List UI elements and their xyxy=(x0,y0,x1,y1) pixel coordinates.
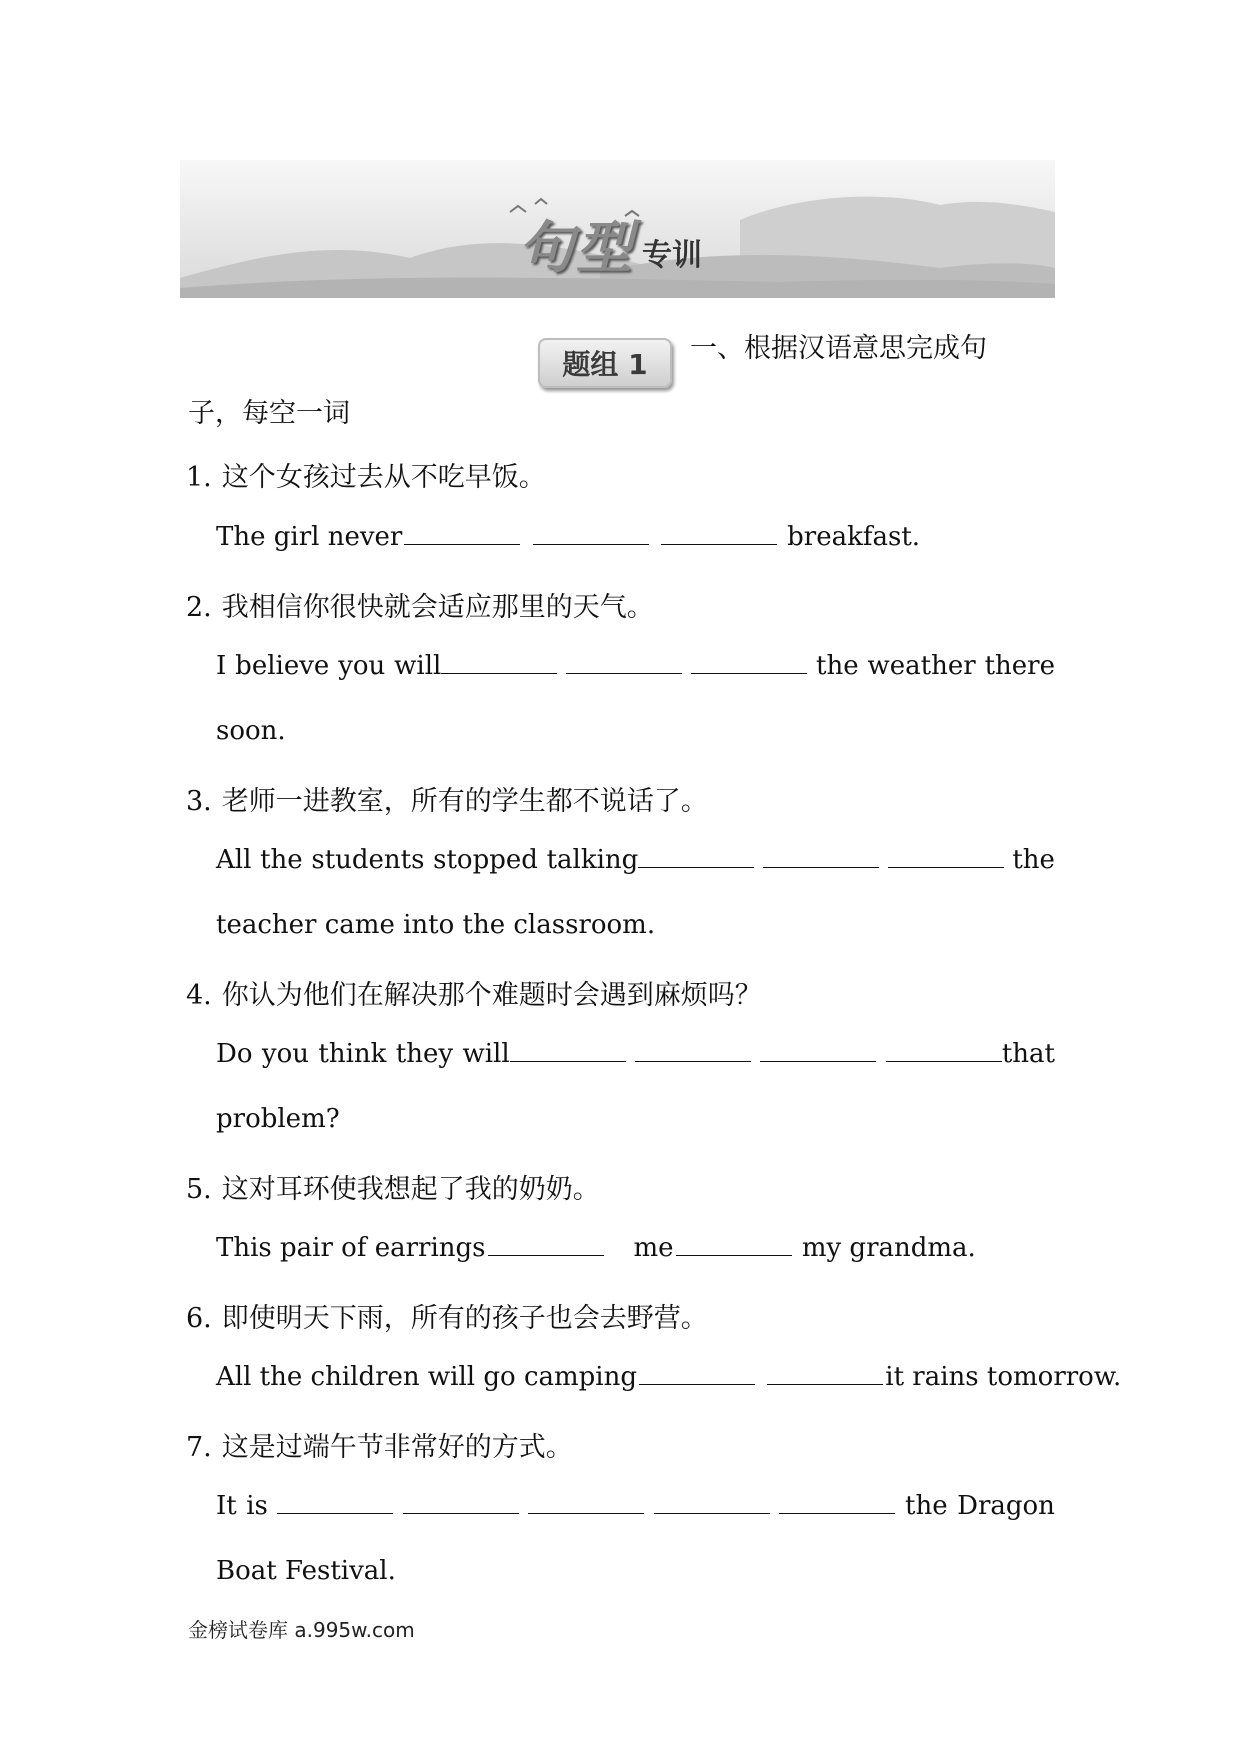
question-4-english-line2: problem? xyxy=(216,1104,340,1134)
banner-title xyxy=(518,204,702,284)
answer-blank[interactable] xyxy=(691,651,807,674)
question-2-chinese xyxy=(186,585,654,624)
word: the xyxy=(260,845,303,875)
word: will xyxy=(462,1039,510,1069)
answer-blank[interactable] xyxy=(404,522,520,545)
word: believe xyxy=(235,651,330,681)
word: you xyxy=(338,651,386,681)
instruction-text-part2: 子，每空一词 xyxy=(188,398,350,429)
answer-blank[interactable] xyxy=(488,1233,604,1256)
question-text: 你认为他们在解决那个难题时会遇到麻烦吗？ xyxy=(221,980,762,1011)
word: will xyxy=(394,651,442,681)
banner-title-small: 专训 xyxy=(642,238,702,273)
sentence-text: me xyxy=(633,1233,674,1263)
word: the xyxy=(816,651,859,681)
word: Do xyxy=(216,1039,253,1069)
word: weather xyxy=(867,651,976,681)
question-number: 3. xyxy=(186,786,212,817)
word: they xyxy=(395,1039,454,1069)
answer-blank[interactable] xyxy=(888,845,1004,868)
word: students xyxy=(311,845,425,875)
question-number: 6. xyxy=(186,1303,212,1334)
question-6-english xyxy=(216,1362,1122,1392)
sentence-text: All the children will go camping xyxy=(216,1362,638,1392)
banner-title-big: 句型 xyxy=(518,216,634,281)
question-7-english-line2: Boat Festival. xyxy=(216,1556,396,1586)
word: think xyxy=(318,1039,387,1069)
question-text: 即使明天下雨，所有的孩子也会去野营。 xyxy=(221,1303,708,1334)
question-text: 这个女孩过去从不吃早饭。 xyxy=(221,462,546,493)
answer-blank[interactable] xyxy=(528,1491,644,1514)
question-5-chinese xyxy=(186,1167,600,1206)
question-4-chinese xyxy=(186,973,762,1012)
header-banner xyxy=(180,160,1055,298)
word: there xyxy=(984,651,1055,681)
question-1-english xyxy=(216,522,1055,552)
word: talking xyxy=(546,845,639,875)
question-2-english-line2: soon. xyxy=(216,716,286,746)
word: you xyxy=(261,1039,309,1069)
word: It xyxy=(216,1491,237,1521)
question-text: 老师一进教室，所有的学生都不说话了。 xyxy=(221,786,708,817)
question-7-chinese xyxy=(186,1425,573,1464)
question-3-english-line2: teacher came into the classroom. xyxy=(216,910,656,940)
question-7-english xyxy=(216,1491,1055,1521)
word: the xyxy=(905,1491,948,1521)
sentence-text: it rains tomorrow. xyxy=(885,1362,1122,1392)
question-6-chinese xyxy=(186,1296,708,1335)
answer-blank[interactable] xyxy=(661,522,777,545)
word: is xyxy=(246,1491,268,1521)
question-3-english xyxy=(216,845,1055,875)
sentence-text: This pair of earrings xyxy=(216,1233,486,1263)
answer-blank[interactable] xyxy=(654,1491,770,1514)
question-3-chinese xyxy=(186,779,708,818)
word: the xyxy=(1012,845,1055,875)
word: that xyxy=(1001,1039,1055,1069)
answer-blank[interactable] xyxy=(403,1491,519,1514)
question-number: 5. xyxy=(186,1174,212,1205)
question-number: 2. xyxy=(186,592,212,623)
question-number: 7. xyxy=(186,1432,212,1463)
answer-blank[interactable] xyxy=(676,1233,792,1256)
answer-blank[interactable] xyxy=(767,1362,883,1385)
answer-blank[interactable] xyxy=(510,1039,626,1062)
question-5-english xyxy=(216,1233,1055,1263)
group-badge: 题组 1 xyxy=(538,338,672,388)
question-2-english xyxy=(216,651,1055,681)
sentence-text: breakfast. xyxy=(787,522,921,552)
question-text: 我相信你很快就会适应那里的天气。 xyxy=(221,592,654,623)
question-text: 这是过端午节非常好的方式。 xyxy=(221,1432,573,1463)
footer-source: 金榜试卷库 a.995w.com xyxy=(188,1618,415,1642)
answer-blank[interactable] xyxy=(760,1039,876,1062)
answer-blank[interactable] xyxy=(635,1039,751,1062)
word: I xyxy=(216,651,227,681)
question-1-chinese xyxy=(186,455,546,494)
word: stopped xyxy=(433,845,538,875)
answer-blank[interactable] xyxy=(779,1491,895,1514)
answer-blank[interactable] xyxy=(441,651,557,674)
answer-blank[interactable] xyxy=(277,1491,393,1514)
answer-blank[interactable] xyxy=(533,522,649,545)
question-number: 4. xyxy=(186,980,212,1011)
sentence-text: my grandma. xyxy=(801,1233,976,1263)
word: Dragon xyxy=(957,1491,1055,1521)
word: All xyxy=(216,845,252,875)
answer-blank[interactable] xyxy=(638,845,754,868)
question-text: 这对耳环使我想起了我的奶奶。 xyxy=(221,1174,600,1205)
answer-blank[interactable] xyxy=(566,651,682,674)
answer-blank[interactable] xyxy=(639,1362,755,1385)
instruction-text-part1: 一、根据汉语意思完成句 xyxy=(690,333,987,364)
sentence-text: The girl never xyxy=(216,522,403,552)
question-4-english xyxy=(216,1039,1055,1069)
question-number: 1. xyxy=(186,462,212,493)
answer-blank[interactable] xyxy=(886,1039,1002,1062)
answer-blank[interactable] xyxy=(763,845,879,868)
